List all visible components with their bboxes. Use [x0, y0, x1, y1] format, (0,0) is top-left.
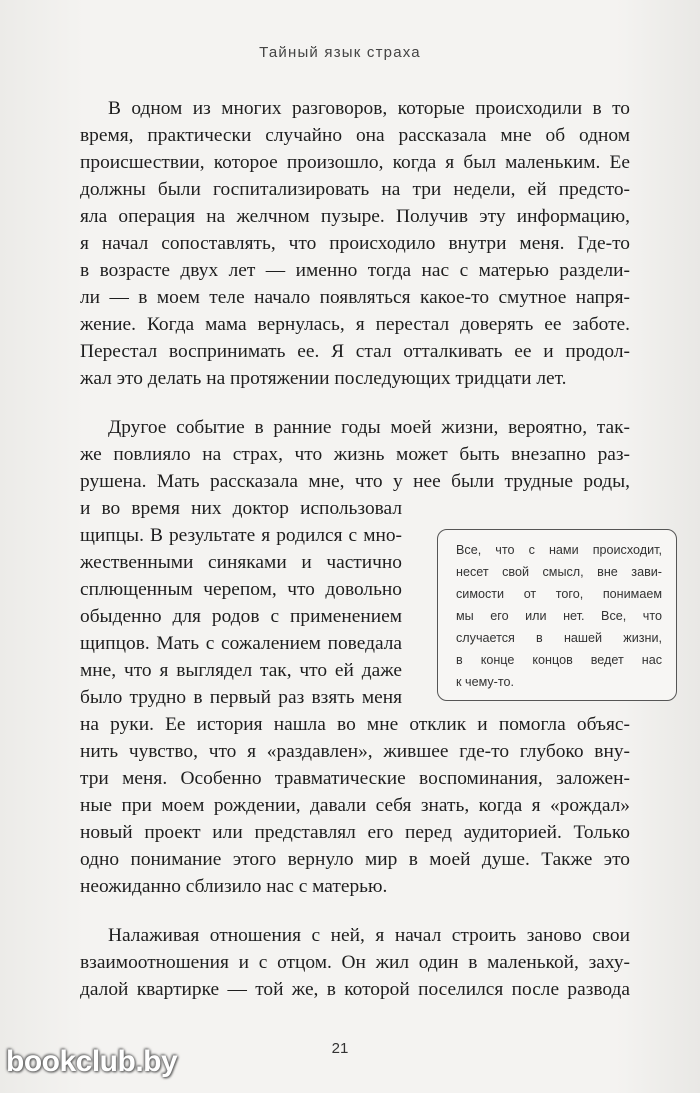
text-line: сплющенным черепом, что довольно — [80, 579, 402, 600]
text-line: яла операция на желчном пузыре. Получив эту информацию, — [80, 206, 630, 227]
quote-line: несет свой смысл, вне зави- — [456, 565, 662, 579]
text-line: мне, что я выглядел так, что ей даже — [80, 660, 402, 681]
text-line: должны были госпитализировать на три недели, ей предсто- — [80, 179, 630, 200]
quote-line: в конце концов ведет нас — [456, 653, 662, 667]
text-line: жал это делать на протяжении последующих тридцати лет. — [80, 368, 567, 389]
text-line: Перестал воспринимать ее. Я стал отталкивать ее и продол- — [80, 341, 630, 362]
sidebar-quote-box — [437, 529, 677, 701]
text-line: ные при моем рождении, давали себя знать, когда я «рождал» — [80, 795, 630, 816]
text-line: ли — в моем теле начало появляться какое-то смутное напря- — [80, 287, 630, 308]
text-line: нить чувство, что я «раздавлен», жившее где-то глубоко вну- — [80, 741, 630, 762]
text-line: обыденно для родов с применением — [80, 606, 402, 627]
text-line: происшествии, которое произошло, когда я был маленьким. Ее — [80, 152, 630, 173]
text-line: жение. Когда мама вернулась, я перестал доверять ее заботе. — [80, 314, 630, 335]
quote-line: случается в нашей жизни, — [456, 631, 662, 645]
text-line: Другое событие в ранние годы моей жизни, вероятно, так- — [108, 417, 630, 438]
text-line: рушена. Мать рассказала мне, что у нее были трудные роды, — [80, 471, 630, 492]
quote-line: мы его или нет. Все, что — [456, 609, 662, 623]
watermark-logo: bookclub.by — [6, 1045, 178, 1078]
text-line: щипцов. Мать с сожалением поведала — [80, 633, 402, 654]
text-line: далой квартирке — той же, в которой поселился после развода — [80, 979, 630, 1000]
text-line: неожиданно сблизило нас с матерью. — [80, 876, 388, 897]
text-line: взаимоотношения и с отцом. Он жил один в маленькой, заху- — [80, 952, 630, 973]
text-line: новый проект или представлял его перед аудиторией. Только — [80, 822, 630, 843]
quote-line: Все, что с нами происходит, — [456, 543, 662, 557]
running-header: Тайный язык страха — [259, 44, 421, 61]
page-number: 21 — [331, 1040, 349, 1057]
text-line: в возрасте двух лет — именно тогда нас с матерью раздели- — [80, 260, 630, 281]
text-line: жественными синяками и частично — [80, 552, 402, 573]
text-line: время, практически случайно она рассказала мне об одном — [80, 125, 630, 146]
text-line: Налаживая отношения с ней, я начал строить заново свои — [108, 925, 630, 946]
text-line: щипцы. В результате я родился с мно- — [80, 525, 402, 546]
text-line: одно понимание этого вернуло мир в моей душе. Также это — [80, 849, 630, 870]
text-line: три меня. Особенно травматические воспоминания, заложен- — [80, 768, 630, 789]
text-line: я начал сопоставлять, что происходило внутри меня. Где-то — [80, 233, 630, 254]
text-line: на руки. Ее история нашла во мне отклик и помогла объяс- — [80, 714, 630, 735]
text-line: В одном из многих разговоров, которые происходили в то — [108, 98, 630, 119]
quote-line: к чему-то. — [456, 675, 514, 689]
quote-line: симости от того, понимаем — [456, 587, 662, 601]
text-line: было трудно в первый раз взять меня — [80, 687, 402, 708]
text-line: же повлияло на страх, что жизнь может быть внезапно раз- — [80, 444, 630, 465]
text-line: и во время них доктор использовал — [80, 498, 402, 519]
